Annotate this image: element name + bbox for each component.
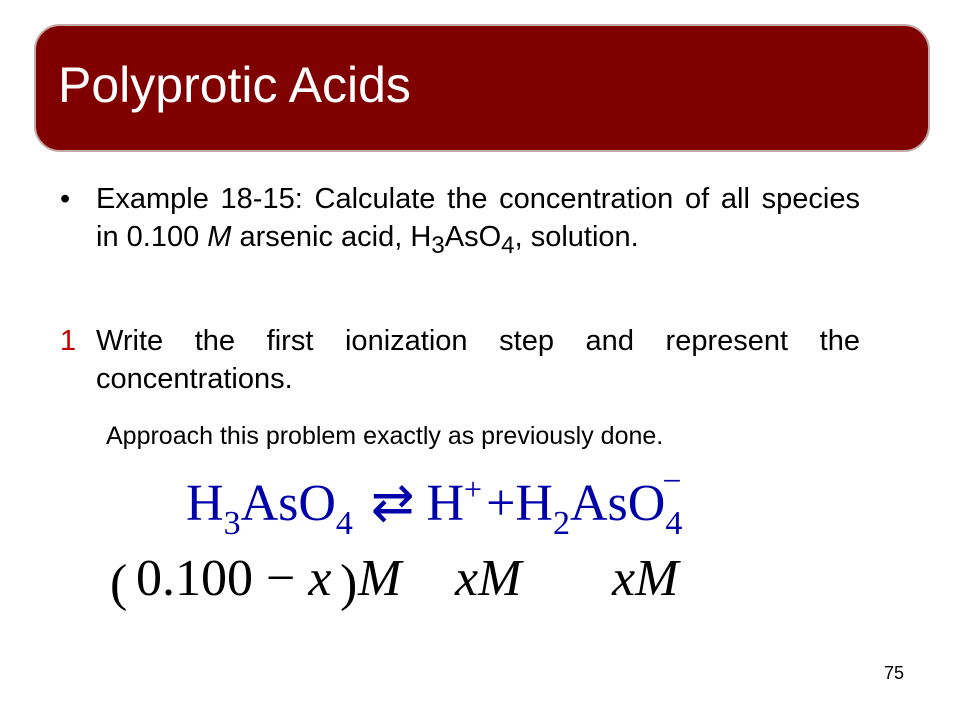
reactant-variable: x [308, 550, 332, 607]
product1-concentration: xM [455, 550, 522, 607]
reactant-aso-subscript: 4 [335, 505, 353, 542]
equation-text [186, 463, 682, 542]
step-text: Write the first ionization step and represent the concentrations. [96, 325, 860, 395]
page-number: 75 [884, 663, 905, 683]
product-h2-subscript: 2 [552, 505, 570, 542]
concentration-row [110, 550, 681, 612]
product-aso-subscript: 4 [665, 505, 683, 542]
equilibrium-arrow: ⇄ [370, 475, 415, 532]
reactant-concentration-value [136, 550, 331, 607]
plus-sign: + [486, 475, 516, 532]
reactant-aso: AsO [240, 475, 336, 532]
subscript: 4 [501, 231, 515, 259]
open-paren: ( [110, 555, 128, 612]
bullet-text-part: Example 18-15: Calculate the concentration of all species in 0.100 [96, 183, 860, 253]
bullet-text-part: AsO [444, 221, 502, 253]
product-aso: AsO [569, 475, 666, 532]
bullet-italic-unit: M [207, 221, 232, 253]
subscript: 3 [431, 231, 445, 259]
product-h-superscript: + [464, 471, 483, 507]
product-h2: H [515, 475, 553, 532]
step-number: 1 [60, 325, 77, 357]
product-h: H [426, 475, 465, 532]
reactant-value: 0.100 − [136, 550, 309, 607]
product2-concentration: xM [612, 550, 679, 607]
bullet-text [96, 180, 860, 265]
close-paren: ) [340, 555, 358, 612]
approach-note: Approach this problem exactly as previously done. [106, 422, 664, 450]
reactant-unit: M [358, 550, 402, 607]
step-1 [60, 322, 860, 398]
slide-title: Polyprotic Acids [58, 57, 411, 113]
bullet-text-part: , solution. [514, 221, 639, 253]
bullet-marker: • [60, 183, 71, 215]
ionization-equation [100, 455, 720, 635]
reactant-h-subscript: 3 [223, 505, 241, 542]
bullet-example [60, 180, 860, 265]
product-aso-superscript: − [662, 463, 682, 500]
reactant-h: H [186, 475, 224, 532]
bullet-text-part: arsenic acid, H [231, 221, 432, 253]
